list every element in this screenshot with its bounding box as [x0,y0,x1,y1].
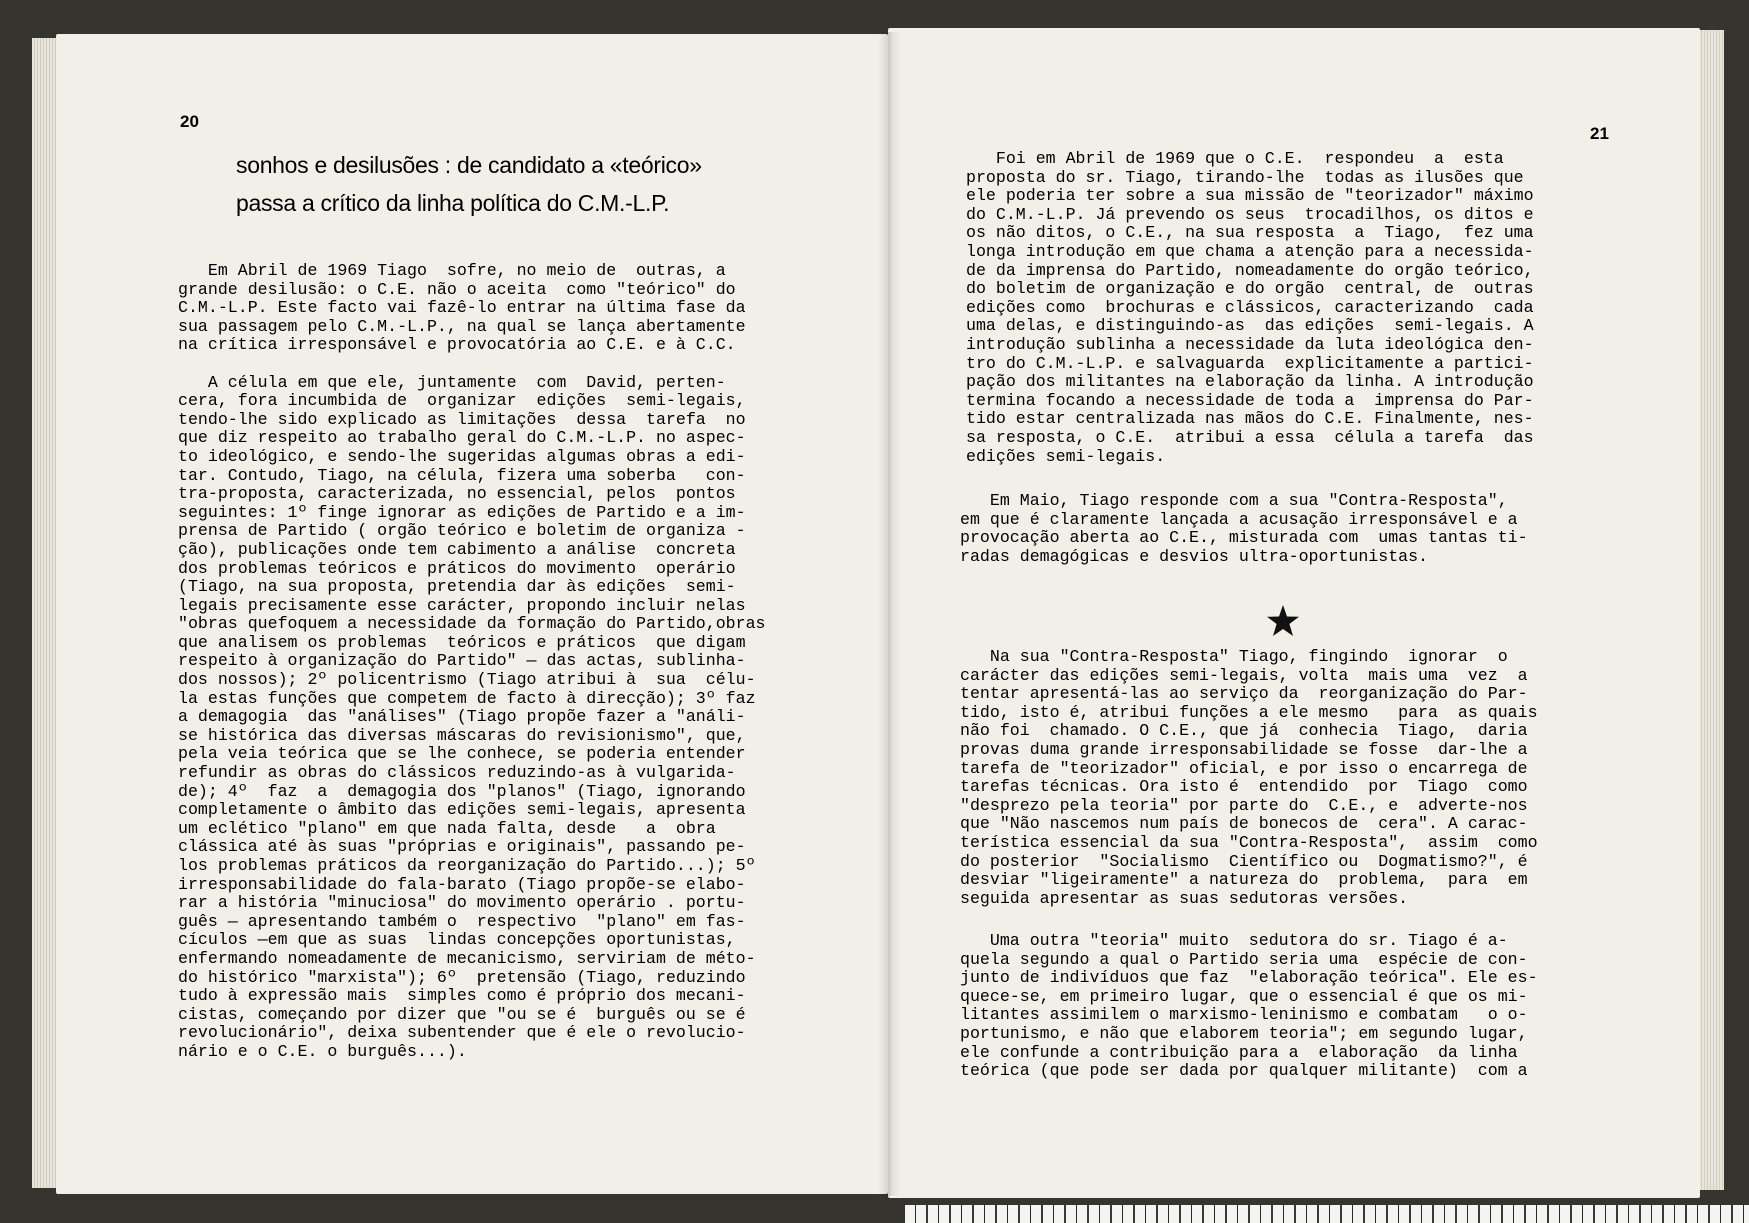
right-para3-line: provas duma grande irresponsabilidade se fosse dar-lhe a [960,739,1528,759]
right-para3-line: desviar "ligeiramente" a natureza do problema, para em [960,870,1528,890]
left-body-line: na crítica irresponsável e provocatória ao C.E. e à C.C. [178,335,736,355]
right-para2-line: em que é claramente lançada a acusação irresponsável e a [960,509,1518,529]
right-para3-line: terística essencial da sua "Contra-Resposta", assim como [960,832,1538,852]
right-paragraph-3 [960,648,1538,908]
right-paragraph-4 [960,932,1538,1081]
right-para1-line: do C.M.-L.P. Já prevendo os seus trocadilhos, os ditos e [966,204,1534,224]
heading-line-2: passa a crítico da linha política do C.M.-L.P. [236,190,670,216]
right-para4-line: ele confunde a contribuição para a elaboração da linha [960,1042,1518,1062]
right-para3-line: seguida apresentar as suas sedutoras versões. [960,888,1409,908]
left-body-line: tudo à expressão mais simples como é próprio dos mecani- [178,986,746,1006]
left-body-line: a demagogia das "análises" (Tiago propõe fazer a "análi- [178,707,746,727]
left-body-line: revolucionário", deixa subentender que é ele o revolucio- [178,1023,746,1043]
left-body-line: nário e o C.E. o burguês...). [178,1041,467,1061]
left-body-line: de); 4º faz a demagogia dos "planos" (Tiago, ignorando [178,781,746,801]
right-para4-line: junto de indivíduos que faz "elaboração teórica". Ele es- [960,968,1538,988]
left-body-line: do histórico "marxista"); 6º pretensão (Tiago, reduzindo [178,967,746,987]
left-body-line: completamente o âmbito das edições semi-legais, apresenta [178,800,746,820]
right-para3-line: tarefas técnicas. Ora isto é entendido por Tiago como [960,777,1528,797]
page-number-left: 20 [180,112,199,131]
left-body-line: tendo-lhe sido explicado as limitações dessa tarefa no [178,409,746,429]
right-para1-line: os não ditos, o C.E., na sua resposta a Tiago, fez uma [966,223,1534,243]
right-para1-line: tido estar centralizada nas mãos do C.E. Finalmente, nes- [966,409,1534,429]
right-para1-line: edições como brochuras e clássicos, caracterizando cada [966,297,1534,317]
right-para2-line: provocação aberta ao C.E., misturada com umas tantas ti- [960,528,1528,548]
right-para4-line: teórica (que pode ser dada por qualquer militante) com a [960,1061,1528,1081]
left-body-line: dos problemas teóricos e práticos do movimento operário [178,558,736,578]
right-para3-line: do posterior "Socialismo Científico ou Dogmatismo?", é [960,851,1528,871]
right-para1-line: do boletim de organização e do orgão central, de outras [966,279,1534,299]
left-body-line: se histórica das diversas máscaras do revisionismo", que, [178,725,746,745]
left-body-line: que analisem os problemas teóricos e práticos que digam [178,632,746,652]
right-para1-line: termina focando a necessidade de toda a imprensa do Par- [966,390,1534,410]
right-paragraph-1 [966,150,1534,466]
left-body-text [178,262,766,1062]
left-body-line: que diz respeito ao trabalho geral do C.M.-L.P. no aspec- [178,428,746,448]
left-body-line: rar a história "minuciosa" do movimento operário . portu- [178,893,746,913]
left-body-line: cera, fora incumbida de organizar edições semi-legais, [178,391,746,411]
left-body-line: tar. Contudo, Tiago, na célula, fizera uma soberba con- [178,465,746,485]
right-para3-line: que "Não nascemos num país de bonecos de cera". A carac- [960,814,1528,834]
right-para3-line: tarefa de "teorizador" oficial, e por isso o encarrega de [960,758,1528,778]
left-body-line: to ideológico, e sendo-lhe sugeridas algumas obras a edi- [178,446,746,466]
book-gutter [878,32,900,1196]
right-para1-line: sa resposta, o C.E. atribui a essa célula a tarefa das [966,427,1534,447]
scale-ruler [905,1205,1749,1223]
left-body-line: cículos —em que as suas lindas concepções oportunistas, [178,930,736,950]
left-body-line: respeito à organização do Partido" — das actas, sublinha- [178,651,746,671]
right-para1-line: ele poderia ter sobre a sua missão de "teorizador" máximo [966,186,1534,206]
right-para2-line: Em Maio, Tiago responde com a sua "Contra-Resposta", [960,491,1508,510]
left-body-line: sua passagem pelo C.M.-L.P., na qual se lança abertamente [178,316,746,336]
left-body-line: grande desilusão: o C.E. não o aceita como "teórico" do [178,279,736,299]
left-body-line: prensa de Partido ( orgão teórico e boletim de organiza - [178,521,746,541]
right-para4-line: litantes assimilem o marxismo-leninismo e combatam o o- [960,1005,1528,1025]
right-para1-line: tro do C.M.-L.P. e salvaguarda explicitamente a partici- [966,353,1534,373]
left-body-line: Em Abril de 1969 Tiago sofre, no meio de outras, a [178,261,726,280]
star-icon [1266,604,1300,638]
left-body-line: (Tiago, na sua proposta, pretendia dar às edições semi- [178,577,736,597]
page-number-right: 21 [1590,124,1609,143]
left-body-line: A célula em que ele, juntamente com David, perten- [178,372,726,392]
right-para1-line: de da imprensa do Partido, nomeadamente do orgão teórico, [966,260,1534,280]
right-para1-line: uma delas, e distinguindo-as das edições semi-legais. A [966,316,1534,336]
right-para1-line: introdução sublinha a necessidade da luta ideológica den- [966,334,1534,354]
left-body-line: guês — apresentando também o respectivo "plano" em fas- [178,911,746,931]
left-body-line: pela veia teórica que se lhe conhece, se poderia entender [178,744,746,764]
left-body-line: los problemas práticos da reorganização do Partido...); 5º [178,856,756,875]
left-body-line: dos nossos); 2º policentrismo (Tiago atribui à sua célu- [178,670,756,690]
right-para4-line: Uma outra "teoria" muito sedutora do sr. Tiago é a- [960,931,1508,950]
right-para4-line: quece-se, em primeiro lugar, que o essencial é que os mi- [960,986,1528,1006]
right-para4-line: portunismo, e não que elaborem teoria"; em segundo lugar, [960,1023,1528,1043]
right-para1-line: longa introdução em que chama a atenção para a necessida- [966,241,1534,261]
right-para3-line: carácter das edições semi-legais, volta mais uma vez a [960,665,1528,685]
right-para3-line: "desprezo pela teoria" por parte do C.E., e adverte-nos [960,795,1528,815]
right-para2-line: radas demagógicas e desvios ultra-oportunistas. [960,546,1429,566]
left-body-line: clássica até às suas "próprias e originais", passando pe- [178,837,746,857]
chapter-heading [236,146,796,222]
left-body-line: enfermando nomeadamente de mecanicismo, serviriam de méto- [178,948,756,968]
left-body-line: irresponsabilidade do fala-barato (Tiago propõe-se elabo- [178,874,746,894]
right-para1-line: pação dos militantes na elaboração da linha. A introdução [966,372,1534,392]
right-para3-line: tentar apresentá-las ao serviço da reorganização do Par- [960,684,1528,704]
left-body-line: seguintes: 1º finge ignorar as edições de Partido e a im- [178,502,746,522]
left-body-line: um eclético "plano" em que nada falta, desde a obra [178,818,716,838]
right-paragraph-2 [960,492,1528,566]
left-body-line: "obras quefoquem a necessidade da formação do Partido,obras [178,614,766,634]
left-body-line: ção), publicações onde tem cabimento a análise concreta [178,539,736,559]
right-para3-line: tido, isto é, atribui funções a ele mesmo para as quais [960,702,1538,722]
right-para1-line: proposta do sr. Tiago, tirando-lhe todas as ilusões que [966,167,1524,187]
left-body-line: la estas funções que competem de facto à direcção); 3º faz [178,688,756,708]
left-body-line: refundir as obras do clássicos reduzindo-as à vulgarida- [178,763,736,783]
left-body-line [178,355,766,374]
right-para3-line: Na sua "Contra-Resposta" Tiago, fingindo ignorar o [960,647,1508,666]
right-para3-line: não foi chamado. O C.E., que já conhecia Tiago, daria [960,721,1528,741]
left-body-line: C.M.-L.P. Este facto vai fazê-lo entrar na última fase da [178,298,746,318]
left-body-line: legais precisamente esse carácter, propondo incluir nelas [178,595,746,615]
right-para4-line: quela segundo a qual o Partido seria uma espécie de con- [960,949,1528,969]
right-para1-line: edições semi-legais. [966,446,1166,466]
right-para1-line: Foi em Abril de 1969 que o C.E. respondeu a esta [966,149,1504,168]
left-body-line: tra-proposta, caracterizada, no essencial, pelos pontos [178,484,736,504]
heading-line-1: sonhos e desilusões : de candidato a «teórico» [236,152,702,178]
left-body-line: cistas, começando por dizer que "ou se é burguês ou se é [178,1004,746,1024]
